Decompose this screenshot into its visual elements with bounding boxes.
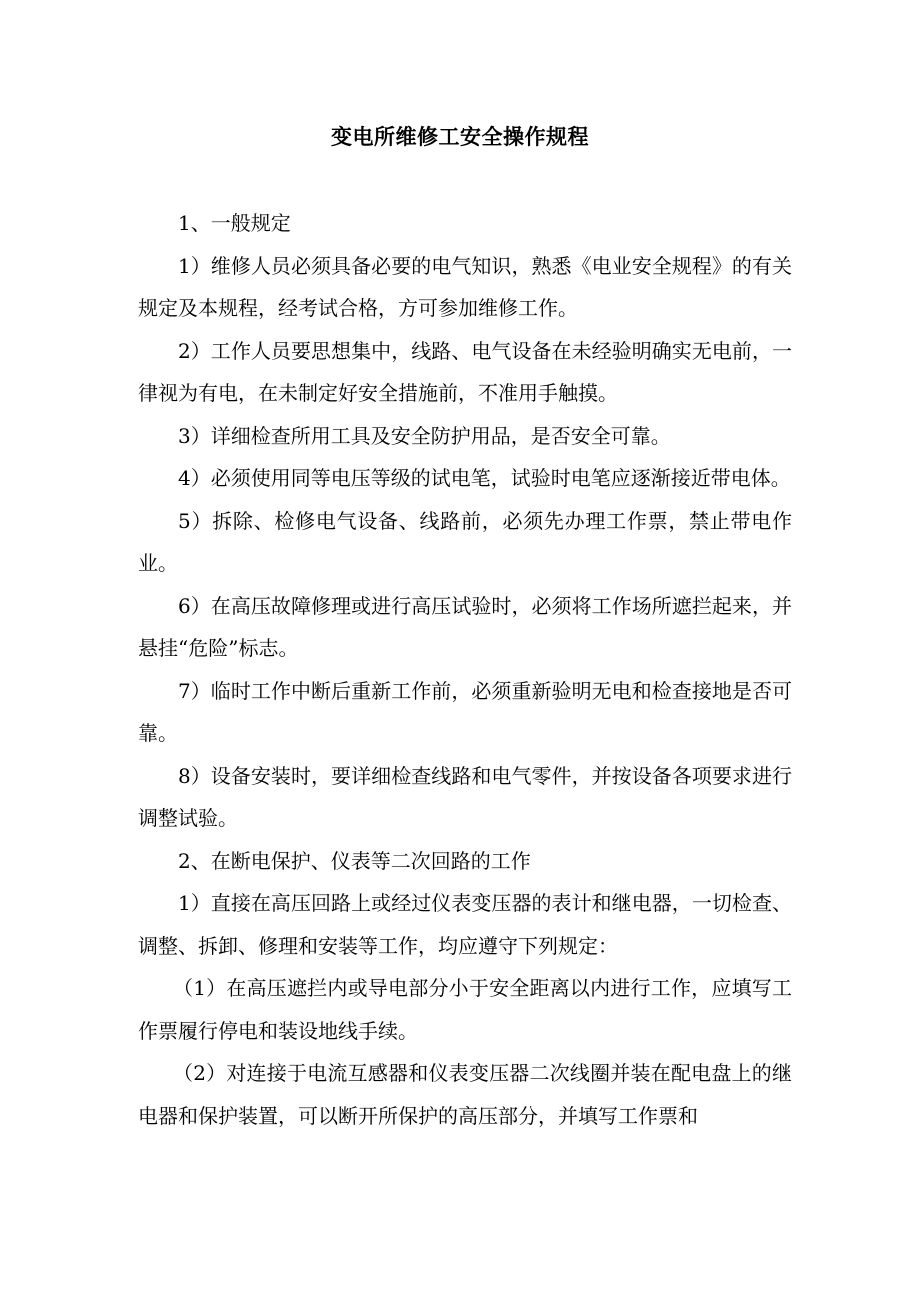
section-heading-secondary-circuits: 2、在断电保护、仪表等二次回路的工作 [178,848,531,873]
rule-paragraph: 2）工作人员要思想集中，线路、电气设备在未经验明确实无电前，一律视为有电，在未制定好安全措施前，不准用手触摸。 [138,338,792,405]
document-title: 变电所维修工安全操作规程 [331,124,589,149]
rule-paragraph: 4）必须使用同等电压等级的试电笔，试验时电笔应逐渐接近带电体。 [178,466,791,490]
rule-paragraph: 8）设备安装时，要详细检查线路和电气零件，并按设备各项要求进行调整试验。 [138,763,792,830]
document-body [138,202,792,1137]
rule-paragraph: 1）直接在高压回路上或经过仪表变压器的表计和继电器，一切检查、调整、拆卸、修理和安装等工作，均应遵守下列规定： [138,891,792,958]
rule-paragraph: 3）详细检查所用工具及安全防护用品，是否安全可靠。 [178,423,671,448]
rule-paragraph: 1）维修人员必须具备必要的电气知识，熟悉《电业安全规程》的有关规定及本规程，经考试合格，方可参加维修工作。 [138,253,792,320]
section-heading-general: 1、一般规定 [178,211,291,235]
sub-rule-paragraph: （1）在高压遮拦内或导电部分小于安全距离以内进行工作，应填写工作票履行停电和装设地线手续。 [138,976,792,1043]
sub-rule-paragraph: （2）对连接于电流互感器和仪表变压器二次线圈并装在配电盘上的继电器和保护装置，可以断开所保护的高压部分，并填写工作票和 [138,1061,792,1128]
rule-paragraph: 7）临时工作中断后重新工作前，必须重新验明无电和检查接地是否可靠。 [138,678,792,745]
rule-paragraph: 5）拆除、检修电气设备、线路前，必须先办理工作票，禁止带电作业。 [138,508,792,575]
rule-paragraph: 6）在高压故障修理或进行高压试验时，必须将工作场所遮拦起来，并悬挂“危险”标志。 [138,593,792,660]
